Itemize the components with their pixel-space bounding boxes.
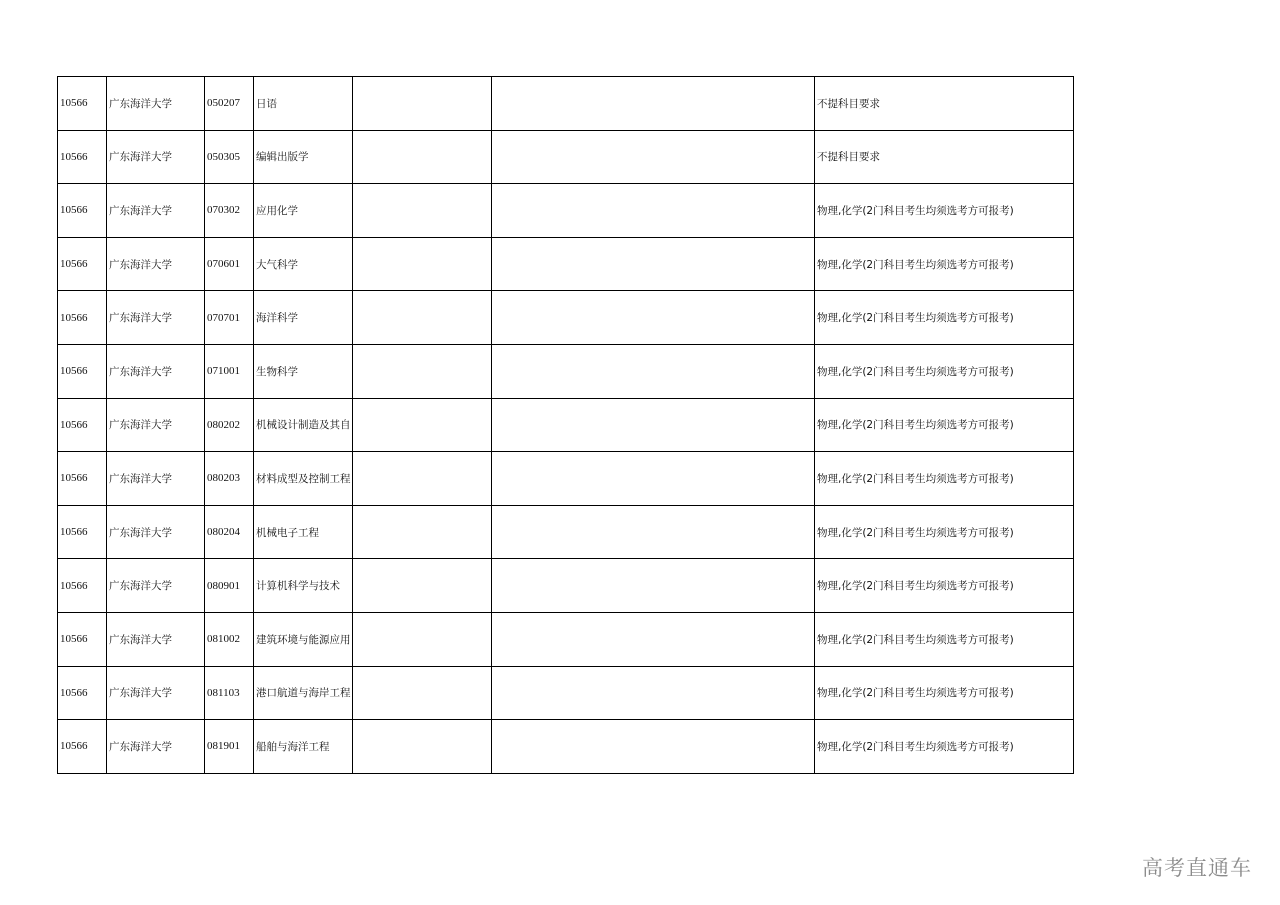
empty-cell [353,291,492,345]
subject-requirement-cell: 物理,化学(2门科目考生均须选考方可报考) [815,612,1074,666]
major-code-cell: 080202 [205,398,254,452]
major-name-cell: 海洋科学 [254,291,353,345]
institution-name-cell: 广东海洋大学 [107,130,205,184]
table-row [58,77,1074,131]
institution-name-cell: 广东海洋大学 [107,291,205,345]
subject-requirement-cell: 物理,化学(2门科目考生均须选考方可报考) [815,398,1074,452]
major-name-cell: 船舶与海洋工程 [254,720,353,774]
institution-code-cell: 10566 [58,237,107,291]
major-code-cell: 050305 [205,130,254,184]
institution-code-cell: 10566 [58,344,107,398]
table-row [58,666,1074,720]
empty-cell [492,559,815,613]
empty-cell [492,237,815,291]
empty-cell [492,77,815,131]
institution-name-cell: 广东海洋大学 [107,452,205,506]
table-body [58,77,1074,774]
major-name-cell: 应用化学 [254,184,353,238]
table-row [58,291,1074,345]
subject-requirement-table [57,76,1074,774]
major-code-cell: 080203 [205,452,254,506]
empty-cell [492,666,815,720]
institution-code-cell: 10566 [58,452,107,506]
subject-requirement-cell: 物理,化学(2门科目考生均须选考方可报考) [815,505,1074,559]
subject-requirement-cell: 物理,化学(2门科目考生均须选考方可报考) [815,344,1074,398]
major-code-cell: 080901 [205,559,254,613]
empty-cell [492,452,815,506]
institution-code-cell: 10566 [58,559,107,613]
major-name-cell: 生物科学 [254,344,353,398]
empty-cell [353,184,492,238]
empty-cell [353,452,492,506]
table-row [58,130,1074,184]
subject-requirement-cell: 物理,化学(2门科目考生均须选考方可报考) [815,666,1074,720]
major-name-cell: 材料成型及控制工程 [254,452,353,506]
major-code-cell: 071001 [205,344,254,398]
subject-requirement-cell: 物理,化学(2门科目考生均须选考方可报考) [815,720,1074,774]
empty-cell [353,398,492,452]
institution-code-cell: 10566 [58,184,107,238]
major-code-cell: 081002 [205,612,254,666]
major-name-cell: 机械电子工程 [254,505,353,559]
subject-requirement-cell: 物理,化学(2门科目考生均须选考方可报考) [815,184,1074,238]
institution-code-cell: 10566 [58,130,107,184]
table-row [58,184,1074,238]
institution-name-cell: 广东海洋大学 [107,505,205,559]
empty-cell [353,720,492,774]
subject-requirement-cell: 不提科目要求 [815,77,1074,131]
table-row [58,612,1074,666]
major-code-cell: 081103 [205,666,254,720]
major-name-cell: 大气科学 [254,237,353,291]
institution-code-cell: 10566 [58,720,107,774]
empty-cell [492,184,815,238]
institution-name-cell: 广东海洋大学 [107,559,205,613]
major-code-cell: 070601 [205,237,254,291]
empty-cell [353,77,492,131]
empty-cell [353,666,492,720]
table-row [58,452,1074,506]
major-name-cell: 日语 [254,77,353,131]
institution-code-cell: 10566 [58,505,107,559]
empty-cell [353,344,492,398]
major-code-cell: 081901 [205,720,254,774]
table-row [58,559,1074,613]
institution-name-cell: 广东海洋大学 [107,237,205,291]
table-row [58,398,1074,452]
institution-name-cell: 广东海洋大学 [107,720,205,774]
institution-code-cell: 10566 [58,666,107,720]
empty-cell [492,130,815,184]
subject-requirement-cell: 物理,化学(2门科目考生均须选考方可报考) [815,559,1074,613]
empty-cell [492,612,815,666]
institution-name-cell: 广东海洋大学 [107,184,205,238]
empty-cell [353,505,492,559]
institution-name-cell: 广东海洋大学 [107,666,205,720]
subject-requirement-cell: 物理,化学(2门科目考生均须选考方可报考) [815,452,1074,506]
watermark-text: 高考直通车 [1142,856,1252,880]
major-name-cell: 编辑出版学 [254,130,353,184]
table-row [58,237,1074,291]
empty-cell [353,559,492,613]
institution-code-cell: 10566 [58,77,107,131]
table-row [58,344,1074,398]
institution-code-cell: 10566 [58,291,107,345]
institution-code-cell: 10566 [58,612,107,666]
table-row [58,505,1074,559]
major-code-cell: 050207 [205,77,254,131]
empty-cell [492,720,815,774]
empty-cell [492,505,815,559]
institution-name-cell: 广东海洋大学 [107,77,205,131]
institution-name-cell: 广东海洋大学 [107,344,205,398]
empty-cell [353,237,492,291]
empty-cell [492,344,815,398]
institution-code-cell: 10566 [58,398,107,452]
major-name-cell: 计算机科学与技术 [254,559,353,613]
major-name-cell: 港口航道与海岸工程 [254,666,353,720]
major-code-cell: 080204 [205,505,254,559]
empty-cell [492,291,815,345]
empty-cell [353,612,492,666]
major-name-cell: 机械设计制造及其自 [254,398,353,452]
subject-requirement-cell: 不提科目要求 [815,130,1074,184]
empty-cell [492,398,815,452]
empty-cell [353,130,492,184]
major-name-cell: 建筑环境与能源应用 [254,612,353,666]
institution-name-cell: 广东海洋大学 [107,398,205,452]
major-code-cell: 070302 [205,184,254,238]
subject-requirement-cell: 物理,化学(2门科目考生均须选考方可报考) [815,237,1074,291]
table-row [58,720,1074,774]
institution-name-cell: 广东海洋大学 [107,612,205,666]
subject-requirement-cell: 物理,化学(2门科目考生均须选考方可报考) [815,291,1074,345]
major-code-cell: 070701 [205,291,254,345]
